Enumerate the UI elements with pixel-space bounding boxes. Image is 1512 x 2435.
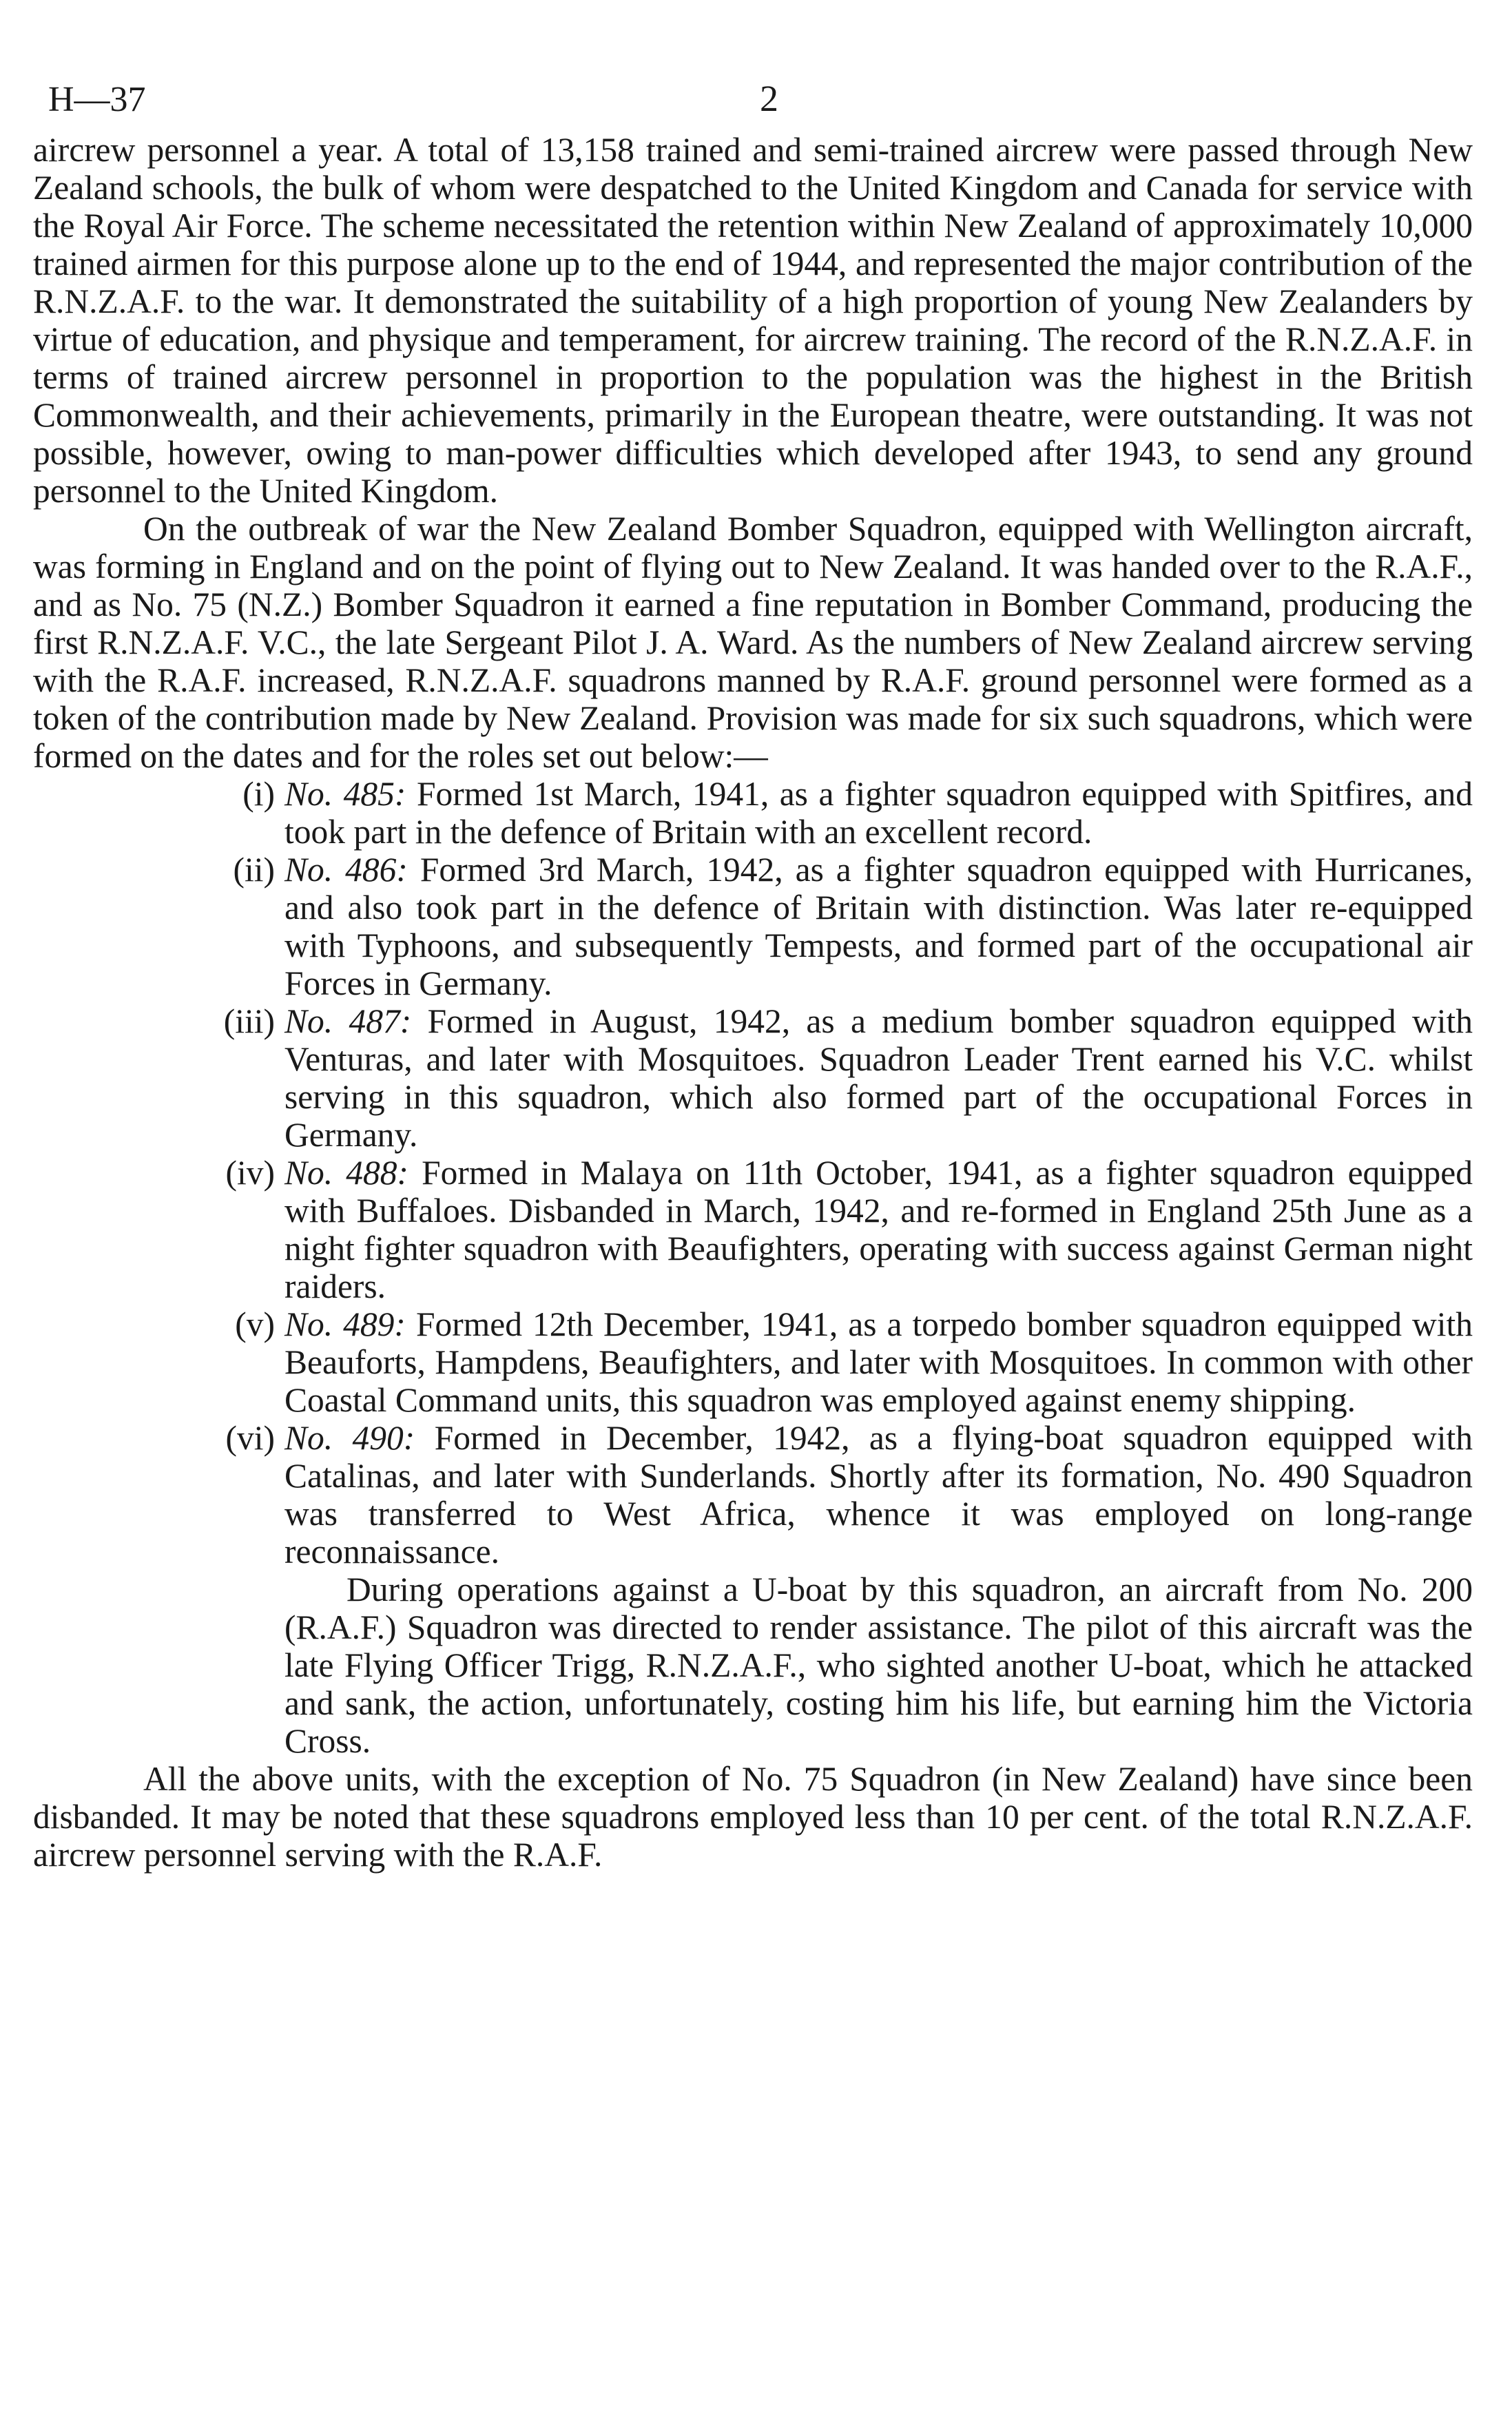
document-page xyxy=(33,28,1473,2404)
list-item-number: (i) xyxy=(242,775,275,813)
squadron-description: Formed 12th December, 1941, as a torpedo bomber squadron equipped with Beauforts, Hampdens, Beaufighters, and later with Mosquitoes. In common with other Coastal Command units, this squadron was employed against enemy shipping. xyxy=(284,1305,1473,1419)
document-body xyxy=(33,131,1473,1874)
squadron-name: No. 488: xyxy=(284,1154,408,1192)
squadron-description: Formed 1st March, 1941, as a fighter squadron equipped with Spitfires, and took part in the defence of Britain with an excellent record. xyxy=(284,775,1473,851)
paragraph-victoria-cross: During operations against a U-boat by this squadron, an aircraft from No. 200 (R.A.F.) Squadron was directed to render assistance. The pilot of this aircraft was the late Flying Officer Trigg, R.N.Z.A.F., who sighted another U-boat, which he attacked and sank, the action, unfortunately, costing him his life, but earning him the Victoria Cross. xyxy=(284,1571,1473,1760)
squadron-description: Formed 3rd March, 1942, as a fighter squadron equipped with Hurricanes, and also took part in the defence of Britain with distinction. Was later re-equipped with Typhoons, and subsequently Tempests, and formed part of the occupational air Forces in Germany. xyxy=(284,851,1473,1002)
page-number: 2 xyxy=(760,78,778,119)
squadron-description: Formed in August, 1942, as a medium bomber squadron equipped with Venturas, and later with Mosquitoes. Squadron Leader Trent earned his V.C. whilst serving in this squadron, which also formed part of the occupational Forces in Germany. xyxy=(284,1002,1473,1154)
paragraph-closing: All the above units, with the exception of No. 75 Squadron (in New Zealand) have since been disbanded. It may be noted that these squadrons employed less than 10 per cent. of the total R.N.Z.A.F. aircrew personnel serving with the R.A.F. xyxy=(33,1760,1473,1874)
list-item-squadron-488 xyxy=(225,1154,1473,1305)
list-item-number: (v) xyxy=(235,1305,275,1343)
squadron-name: No. 485: xyxy=(284,775,406,813)
list-item-squadron-486 xyxy=(233,851,1473,1002)
list-item-squadron-485 xyxy=(242,775,1473,851)
page-header xyxy=(33,28,1473,131)
list-item-squadron-489 xyxy=(235,1305,1473,1419)
document-reference: H—37 xyxy=(48,80,146,119)
list-item-squadron-487 xyxy=(223,1002,1473,1154)
list-item-number: (iii) xyxy=(223,1002,275,1040)
squadron-description: Formed in December, 1942, as a flying-boat squadron equipped with Catalinas, and later with Sunderlands. Shortly after its formation, No. 490 Squadron was transferred to West Africa, whence it was employed on long-range reconnaissance. xyxy=(284,1419,1473,1571)
squadron-name: No. 486: xyxy=(284,851,408,889)
squadron-name: No. 490: xyxy=(284,1419,415,1457)
paragraph-bomber-squadron: On the outbreak of war the New Zealand Bomber Squadron, equipped with Wellington aircraft, was forming in England and on the point of flying out to New Zealand. It was handed over to the R.A.F., and as No. 75 (N.Z.) Bomber Squadron it earned a fine reputation in Bomber Command, producing the first R.N.Z.A.F. V.C., the late Sergeant Pilot J. A. Ward. As the numbers of New Zealand aircrew serving with the R.A.F. increased, R.N.Z.A.F. squadrons manned by R.A.F. ground personnel were formed as a token of the contribution made by New Zealand. Provision was made for six such squadrons, which were formed on the dates and for the roles set out below:— xyxy=(33,510,1473,775)
list-item-number: (iv) xyxy=(225,1154,275,1192)
squadron-name: No. 489: xyxy=(284,1305,406,1343)
list-item-number: (vi) xyxy=(225,1419,275,1457)
squadron-name: No. 487: xyxy=(284,1002,412,1040)
paragraph-aircrew-training: aircrew personnel a year. A total of 13,158 trained and semi-trained aircrew were passed through New Zealand schools, the bulk of whom were despatched to the United Kingdom and Canada for service with the Royal Air Force. The scheme necessitated the retention within New Zealand of approximately 10,000 trained airmen for this purpose alone up to the end of 1944, and represented the major contribution of the R.N.Z.A.F. to the war. It demonstrated the suitability of a high proportion of young New Zealanders by virtue of education, and physique and temperament, for aircrew training. The record of the R.N.Z.A.F. in terms of trained aircrew personnel in proportion to the population was the highest in the British Commonwealth, and their achievements, primarily in the European theatre, were outstanding. It was not possible, however, owing to man-power difficulties which developed after 1943, to send any ground personnel to the United Kingdom. xyxy=(33,131,1473,510)
list-item-number: (ii) xyxy=(233,851,275,889)
squadron-description: Formed in Malaya on 11th October, 1941, as a fighter squadron equipped with Buffaloes. Disbanded in March, 1942, and re-formed in England 25th June as a night fighter squadron with Beaufighters, operating with success against German night raiders. xyxy=(284,1154,1473,1305)
list-item-squadron-490 xyxy=(225,1419,1473,1571)
